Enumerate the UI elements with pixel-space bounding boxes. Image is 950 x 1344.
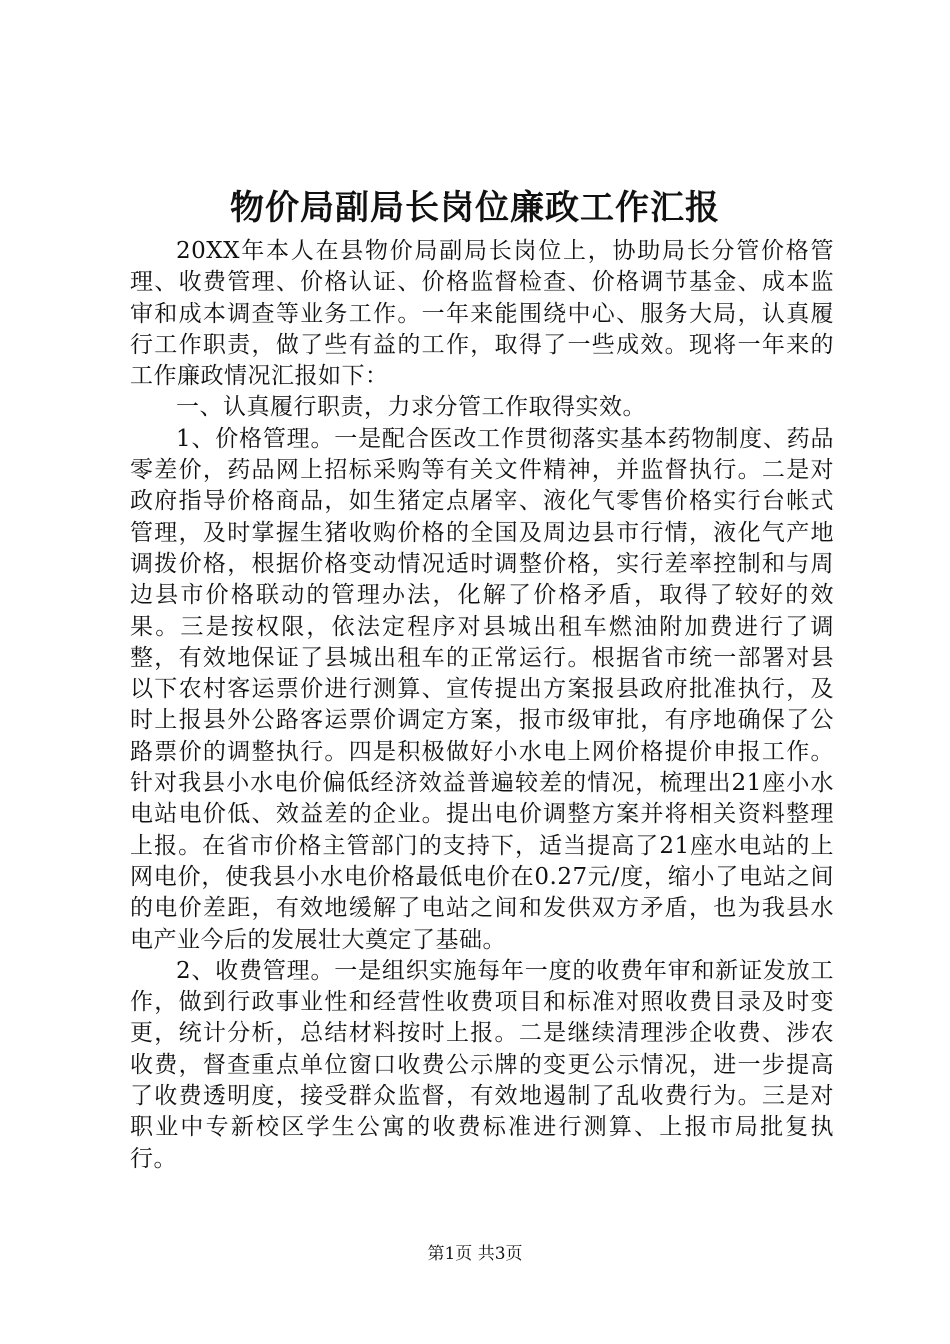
- document-title: 物价局副局长岗位廉政工作汇报: [230, 188, 720, 228]
- paragraph-section-heading: 一、认真履行职责，力求分管工作取得实效。: [176, 394, 646, 421]
- document-body: [130, 236, 834, 1175]
- page-number-footer: 第1页 共3页: [427, 1244, 523, 1264]
- paragraph-intro: 20XX年本人在县物价局副局长岗位上，协助局长分管价格管理、收费管理、价格认证、价格监督检查、价格调节基金、成本监审和成本调查等业务工作。一年来能围绕中心、服务大局，认真履行工作职责，做了些有益的工作，取得了一些成效。现将一年来的工作廉政情况汇报如下：: [130, 238, 834, 390]
- paragraph-fee-management: 2、收费管理。一是组织实施每年一度的收费年审和新证发放工作，做到行政事业性和经营性收费项目和标准对照收费目录及时变更，统计分析，总结材料按时上报。二是继续清理涉企收费、涉农收费，督查重点单位窗口收费公示牌的变更公示情况，进一步提高了收费透明度，接受群众监督，有效地遏制了乱收费行为。三是对职业中专新校区学生公寓的收费标准进行测算、上报市局批复执行。: [130, 957, 834, 1172]
- paragraph-price-management: 1、价格管理。一是配合医改工作贯彻落实基本药物制度、药品零差价，药品网上招标采购等有关文件精神，并监督执行。二是对政府指导价格商品，如生猪定点屠宰、液化气零售价格实行台帐式管理，及时掌握生猪收购价格的全国及周边县市行情，液化气产地调拨价格，根据价格变动情况适时调整价格，实行差率控制和与周边县市价格联动的管理办法，化解了价格矛盾，取得了较好的效果。三是按权限，依法定程序对县城出租车燃油附加费进行了调整，有效地保证了县城出租车的正常运行。根据省市统一部署对县以下农村客运票价进行测算、宣传提出方案报县政府批准执行，及时上报县外公路客运票价调定方案，报市级审批，有序地确保了公路票价的调整执行。四是积极做好小水电上网价格提价申报工作。针对我县小水电价偏低经济效益普遍较差的情况，梳理出21座小水电站电价低、效益差的企业。提出电价调整方案并将相关资料整理上报。在省市价格主管部门的支持下，适当提高了21座水电站的上网电价，使我县小水电价格最低电价在0.27元/度，缩小了电站之间的电价差距，有效地缓解了电站之间和发供双方矛盾，也为我县水电产业今后的发展壮大奠定了基础。: [130, 425, 834, 953]
